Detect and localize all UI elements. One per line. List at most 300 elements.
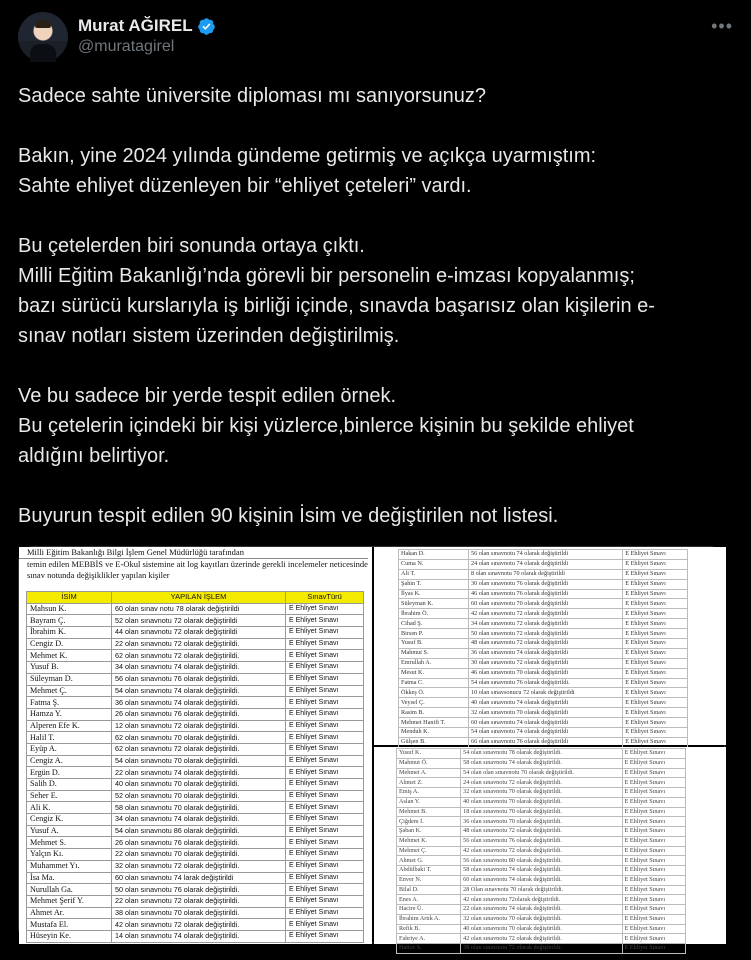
exam-type-cell: E Ehliyet Sınavı — [286, 755, 364, 767]
post-text-line: Sahte ehliyet düzenleyen bir “ehliyet çeteleri” vardı. — [18, 175, 472, 197]
table-row — [399, 559, 688, 569]
change-cell: 48 olan sınavnotu 72 olarak değiştirildi — [468, 639, 622, 649]
name-cell: İbrahim Artık A. — [397, 914, 461, 924]
name-cell: Şaban K. — [397, 827, 461, 837]
user-info — [78, 16, 216, 56]
change-cell: 38 olan sınavnotu 70 olarak değiştirildi. — [112, 907, 286, 919]
table-row — [399, 718, 688, 728]
post-text-line: bazı sürücü kurslarıyla iş birliği içinde, sınavda başarısız olan kişilerin e- — [18, 295, 655, 317]
document-header — [19, 547, 368, 581]
media-image-bottom-right[interactable] — [374, 747, 726, 952]
change-cell: 42 olan sınavnotu 72 olarak değiştirildi. — [461, 934, 622, 944]
document-header-line: Milli Eğitim Bakanlığı Bilgi İşlem Genel Müdürlüğü tarafından — [27, 547, 244, 557]
exam-type-cell: E Ehliyet Sınavı — [622, 758, 685, 768]
name-cell: Ahmet Ar. — [27, 907, 112, 919]
table-row — [397, 827, 686, 837]
exam-type-cell: E Ehliyet Sınavı — [622, 749, 685, 759]
change-cell: 8 olan sınavnotu 70 olarak değiştirildi — [468, 569, 622, 579]
name-cell: Veysel Ç. — [399, 698, 469, 708]
table-row — [27, 673, 364, 685]
name-cell: Enes A. — [397, 895, 461, 905]
name-cell: Hamza Y. — [27, 708, 112, 720]
exam-type-cell: E Ehliyet Sınavı — [286, 638, 364, 650]
exam-type-cell: E Ehliyet Sınavı — [623, 619, 688, 629]
table-row — [27, 930, 364, 942]
table-row — [397, 836, 686, 846]
exam-type-cell: E Ehliyet Sınavı — [622, 885, 685, 895]
table-row — [399, 648, 688, 658]
exam-type-cell: E Ehliyet Sınavı — [286, 790, 364, 802]
name-cell: Hatice S. — [397, 944, 461, 954]
table-row — [27, 884, 364, 896]
change-cell: 28 Olan sınavnotu 70 olarak değiştirildi. — [461, 885, 622, 895]
exam-type-cell: E Ehliyet Sınavı — [623, 550, 688, 560]
table-row — [397, 895, 686, 905]
post-text-line: Sadece sahte üniversite diploması mı sanıyorsunuz? — [18, 85, 487, 107]
table-row — [27, 872, 364, 884]
more-options-icon[interactable]: ••• — [711, 16, 733, 36]
left-score-table — [26, 591, 364, 943]
table-row — [27, 638, 364, 650]
exam-type-cell: E Ehliyet Sınavı — [286, 615, 364, 627]
exam-type-cell: E Ehliyet Sınavı — [286, 685, 364, 697]
exam-type-cell: E Ehliyet Sınavı — [622, 836, 685, 846]
exam-type-cell: E Ehliyet Sınavı — [286, 627, 364, 639]
table-row — [27, 860, 364, 872]
change-cell: 32 olan sınavnotu 72 olarak değiştirildi. — [112, 860, 286, 872]
change-cell: 60 olan sınav notu 78 olarak değiştirildi — [112, 603, 286, 615]
exam-type-cell: E Ehliyet Sınavı — [623, 728, 688, 738]
exam-type-cell: E Ehliyet Sınavı — [286, 872, 364, 884]
change-cell: 58 olan sınavnotu 70 olarak değiştirildi. — [112, 802, 286, 814]
name-cell: Yusuf K. — [397, 749, 461, 759]
table-row — [397, 866, 686, 876]
exam-type-cell: E Ehliyet Sınavı — [622, 817, 685, 827]
exam-type-cell: E Ehliyet Sınavı — [286, 907, 364, 919]
name-cell: Seher E. — [27, 790, 112, 802]
change-cell: 62 olan sınavnotu 72 olarak değiştirildi. — [112, 650, 286, 662]
name-cell: İbrahim K. — [27, 627, 112, 639]
name-cell: Çiğdem İ. — [397, 817, 461, 827]
change-cell: 56 olan sınavnotu 74 olarak değiştirildi — [468, 550, 622, 560]
name-cell: Mustafa El. — [27, 919, 112, 931]
name-cell: Mahmut Ö. — [397, 758, 461, 768]
post-text-line: Bakın, yine 2024 yılında gündeme getirmiş ve açıkça uyarmıştım: — [18, 145, 597, 167]
change-cell: 50 olan sınavnotu 72 olarak değiştirildi — [468, 629, 622, 639]
exam-type-cell: E Ehliyet Sınavı — [622, 768, 685, 778]
name-row — [78, 16, 216, 36]
post-text-line: aldığını belirtiyor. — [18, 445, 170, 467]
table-row — [27, 720, 364, 732]
exam-type-cell: E Ehliyet Sınavı — [623, 579, 688, 589]
name-cell: Birsen P. — [399, 629, 469, 639]
table-row — [27, 685, 364, 697]
exam-type-cell: E Ehliyet Sınavı — [623, 559, 688, 569]
exam-type-cell: E Ehliyet Sınavı — [286, 673, 364, 685]
display-name[interactable]: Murat AĞIREL — [78, 16, 193, 35]
bottom-right-score-table — [396, 748, 686, 954]
paragraph-gap — [18, 471, 723, 501]
table-row — [399, 708, 688, 718]
change-cell: 36 olan sınavnotu 74 olarak değiştirildi — [468, 648, 622, 658]
exam-type-cell: E Ehliyet Sınavı — [623, 569, 688, 579]
change-cell: 32 olan sınavnotu 70 olarak değiştirildi — [468, 708, 622, 718]
exam-type-cell: E Ehliyet Sınavı — [623, 668, 688, 678]
exam-type-cell: E Ehliyet Sınavı — [286, 697, 364, 709]
name-cell: Ali T. — [399, 569, 469, 579]
exam-type-cell: E Ehliyet Sınavı — [286, 767, 364, 779]
change-cell: 54 olan sınavnotu 74 olarak değiştirildi. — [112, 685, 286, 697]
exam-type-cell: E Ehliyet Sınavı — [622, 797, 685, 807]
change-cell: 30 olan sınavnotu 72 olarak değiştirildi — [468, 658, 622, 668]
paragraph-gap — [18, 351, 723, 381]
change-cell: 40 olan sınavnotu 70 olarak değiştirildi. — [461, 924, 622, 934]
name-cell: Mehmet Şerif Y. — [27, 895, 112, 907]
change-cell: 66 olan sınavnotu 76 olarak değiştirildi — [468, 737, 622, 747]
name-cell: Yalçın Kı. — [27, 849, 112, 861]
table-row — [27, 919, 364, 931]
name-cell: Bayram Ç. — [27, 615, 112, 627]
exam-type-cell: E Ehliyet Sınavı — [623, 678, 688, 688]
table-row — [399, 688, 688, 698]
name-cell: Yusuf B. — [27, 662, 112, 674]
paragraph-gap — [18, 201, 723, 231]
change-cell: 36 olan sınavnotu 70 olarak değiştirildi. — [461, 817, 622, 827]
name-cell: Menduh K. — [399, 728, 469, 738]
post-text-line: Milli Eğitim Bakanlığı’nda görevli bir personelin e-imzası kopyalanmış; — [18, 265, 635, 287]
table-row — [399, 589, 688, 599]
table-row — [27, 779, 364, 791]
user-handle[interactable]: @muratagirel — [78, 38, 175, 55]
exam-type-cell: E Ehliyet Sınavı — [623, 589, 688, 599]
change-cell: 32 olan sınavnotu 70 olarak değiştirildi. — [461, 914, 622, 924]
name-cell: Refik B. — [397, 924, 461, 934]
exam-type-cell: E Ehliyet Sınavı — [622, 924, 685, 934]
table-row — [27, 662, 364, 674]
exam-type-cell: E Ehliyet Sınavı — [286, 732, 364, 744]
exam-type-cell: E Ehliyet Sınavı — [622, 934, 685, 944]
change-cell: 22 olan sınavnotu 72 olarak değiştirildi. — [112, 895, 286, 907]
name-cell: Fatma C. — [399, 678, 469, 688]
name-cell: Hakan D. — [399, 550, 469, 560]
exam-type-cell: E Ehliyet Sınavı — [623, 609, 688, 619]
name-cell: Hüseyin Ke. — [27, 930, 112, 942]
table-row — [27, 650, 364, 662]
post-text — [18, 81, 723, 531]
table-row — [397, 905, 686, 915]
change-cell: 46 olan sınavnotu 70 olarak değiştirildi — [468, 668, 622, 678]
exam-type-cell: E Ehliyet Sınavı — [286, 802, 364, 814]
name-cell: Emiş A. — [397, 788, 461, 798]
exam-type-cell: E Ehliyet Sınavı — [623, 698, 688, 708]
change-cell: 18 olan sınavnotu 70 olarak değiştirildi. — [461, 807, 622, 817]
change-cell: 26 olan sınavnotu 76 olarak değiştirildi. — [112, 837, 286, 849]
exam-type-cell: E Ehliyet Sınavı — [286, 919, 364, 931]
exam-type-cell: E Ehliyet Sınavı — [623, 658, 688, 668]
media-image-top-right[interactable] — [374, 547, 726, 745]
change-cell: 22 olan sınavnotu 70 olarak değiştirildi. — [112, 849, 286, 861]
table-row — [27, 627, 364, 639]
table-row — [397, 914, 686, 924]
post-text-line: Ve bu sadece bir yerde tespit edilen örnek. — [18, 385, 397, 407]
change-cell: 54 olan sınavnotu 86 olarak değiştirildi. — [112, 825, 286, 837]
table-row — [397, 758, 686, 768]
table-row — [27, 849, 364, 861]
exam-type-cell: E Ehliyet Sınavı — [623, 629, 688, 639]
table-row — [399, 619, 688, 629]
exam-type-cell: E Ehliyet Sınavı — [623, 639, 688, 649]
change-cell: 56 olan sınavnotu 80 olarak değiştirildi. — [461, 856, 622, 866]
exam-type-cell: E Ehliyet Sınavı — [286, 650, 364, 662]
change-cell: 34 olan sınavnotu 72 olarak değiştirildi — [468, 619, 622, 629]
name-cell: Eyüp A. — [27, 743, 112, 755]
table-header-row — [27, 592, 364, 604]
name-cell: Mehmet Hanifi T. — [399, 718, 469, 728]
name-cell: Enver N. — [397, 875, 461, 885]
document-header-line: temin edilen MEBBİS ve E-Okul sistemine ait log kayıtları üzerinde gerekli incelemeler neticesinde — [19, 558, 368, 570]
change-cell: 48 olan sınavnotu 72 olarak değiştirildi. — [461, 827, 622, 837]
name-cell: Şahin T. — [399, 579, 469, 589]
change-cell: 22 olan sınavnotu 74 olarak değiştirildi. — [112, 767, 286, 779]
name-cell: Ergün D. — [27, 767, 112, 779]
name-cell: Mehmet B. — [397, 807, 461, 817]
exam-type-cell: E Ehliyet Sınavı — [623, 708, 688, 718]
exam-type-cell: E Ehliyet Sınavı — [286, 849, 364, 861]
name-cell: Mehmet Ç. — [27, 685, 112, 697]
table-row — [27, 802, 364, 814]
exam-type-cell: E Ehliyet Sınavı — [286, 825, 364, 837]
name-cell: Fatma Ş. — [27, 697, 112, 709]
paragraph-gap — [18, 111, 723, 141]
exam-type-cell: E Ehliyet Sınavı — [622, 856, 685, 866]
post-text-line: Buyurun tespit edilen 90 kişinin İsim ve değiştirilen not listesi. — [18, 505, 559, 527]
exam-type-cell: E Ehliyet Sınavı — [623, 718, 688, 728]
exam-type-cell: E Ehliyet Sınavı — [622, 914, 685, 924]
change-cell: 50 olan sınavnotu 76 olarak değiştirildi. — [112, 884, 286, 896]
change-cell: 52 olan sınavnotu 72 olarak değiştirildi — [112, 615, 286, 627]
table-row — [399, 728, 688, 738]
exam-type-cell: E Ehliyet Sınavı — [622, 905, 685, 915]
name-cell: Emrullah A. — [399, 658, 469, 668]
table-row — [27, 837, 364, 849]
name-cell: Yusuf B. — [399, 639, 469, 649]
post-text-line: sınav notları sistem üzerinden değiştirilmiş. — [18, 325, 400, 347]
name-cell: Aslan Y. — [397, 797, 461, 807]
name-cell: Cengiz D. — [27, 638, 112, 650]
name-cell: Ahmet Z. — [397, 778, 461, 788]
table-row — [397, 944, 686, 954]
name-cell: Abdülbaki T. — [397, 866, 461, 876]
table-row — [399, 678, 688, 688]
name-cell: Fahriye A. — [397, 934, 461, 944]
change-cell: 60 olan sınavnotu 74 larak değiştirildi — [112, 872, 286, 884]
change-cell: 54 olan sınavnotu 78 olarak değiştirildi. — [461, 749, 622, 759]
change-cell: 34 olan sınavnotu 74 olarak değiştirildi. — [112, 814, 286, 826]
exam-type-cell: E Ehliyet Sınavı — [286, 743, 364, 755]
table-row — [27, 732, 364, 744]
change-cell: 56 olan sınavnotu 76 olarak değiştirildi. — [112, 673, 286, 685]
table-row — [27, 755, 364, 767]
name-cell: Ahmet G. — [397, 856, 461, 866]
exam-type-cell: E Ehliyet Sınavı — [286, 603, 364, 615]
table-row — [399, 609, 688, 619]
name-cell: Salih D. — [27, 779, 112, 791]
exam-type-cell: E Ehliyet Sınavı — [623, 599, 688, 609]
exam-type-cell: E Ehliyet Sınavı — [623, 648, 688, 658]
name-cell: Süleyman K. — [399, 599, 469, 609]
name-cell: Cihad Ş. — [399, 619, 469, 629]
verified-badge-icon — [197, 17, 216, 36]
table-row — [27, 767, 364, 779]
change-cell: 10 olan sınavsonucu 72 olarak değiştirildi — [468, 688, 622, 698]
exam-type-cell: E Ehliyet Sınavı — [623, 688, 688, 698]
name-cell: Cengiz A. — [27, 755, 112, 767]
change-cell: 62 olan sınavnotu 72 olarak değiştirildi. — [112, 743, 286, 755]
post-header — [18, 12, 733, 64]
change-cell: 54 olan sınavnotu 70 olarak değiştirildi. — [112, 755, 286, 767]
table-row — [27, 708, 364, 720]
exam-type-cell: E Ehliyet Sınavı — [286, 662, 364, 674]
exam-type-cell: E Ehliyet Sınavı — [286, 895, 364, 907]
table-row — [399, 639, 688, 649]
table-row — [27, 895, 364, 907]
table-row — [397, 749, 686, 759]
table-row — [27, 603, 364, 615]
change-cell: 40 olan sınavnotu 70 olarak değiştirildi. — [112, 779, 286, 791]
exam-type-cell: E Ehliyet Sınavı — [622, 866, 685, 876]
name-cell: Hacire Ü. — [397, 905, 461, 915]
change-cell: 52 olan sınavnotu 70 olarak değiştirildi. — [112, 790, 286, 802]
post-text-line: Bu çetelerden biri sonunda ortaya çıktı. — [18, 235, 365, 257]
exam-type-cell: E Ehliyet Sınavı — [622, 827, 685, 837]
table-row — [397, 807, 686, 817]
table-row — [397, 768, 686, 778]
name-cell: Süleyman D. — [27, 673, 112, 685]
change-cell: 26 olan sınavnotu 76 olarak değiştirildi. — [112, 708, 286, 720]
exam-type-cell: E Ehliyet Sınavı — [286, 930, 364, 942]
exam-type-cell: E Ehliyet Sınavı — [622, 875, 685, 885]
exam-type-cell: E Ehliyet Sınavı — [286, 814, 364, 826]
name-cell: Mahsun K. — [27, 603, 112, 615]
name-cell: Mehmet S. — [27, 837, 112, 849]
table-row — [27, 615, 364, 627]
name-cell: Muhammet Yı. — [27, 860, 112, 872]
name-cell: Cuma N. — [399, 559, 469, 569]
table-row — [27, 697, 364, 709]
name-cell: Ali K. — [27, 802, 112, 814]
exam-type-cell: E Ehliyet Sınavı — [286, 720, 364, 732]
table-row — [399, 658, 688, 668]
table-row — [397, 924, 686, 934]
exam-type-cell: E Ehliyet Sınavı — [286, 779, 364, 791]
name-cell: Yusuf A. — [27, 825, 112, 837]
change-cell: 22 olan sınavnotu 72 olarak değiştirildi. — [112, 638, 286, 650]
column-header: SınavTürü — [286, 592, 364, 604]
table-row — [397, 934, 686, 944]
change-cell: 60 olan sınavnotu 74 olarak değiştirildi. — [461, 875, 622, 885]
top-right-score-table — [398, 549, 688, 748]
change-cell: 24 olan sınavnotu 72 olarak değiştirildi. — [461, 778, 622, 788]
table-row — [399, 668, 688, 678]
change-cell: 42 olan sınavnotu 72 olarak değiştirildi. — [112, 919, 286, 931]
change-cell: 62 olan sınavnotu 70 olarak değiştirildi. — [112, 732, 286, 744]
column-header: YAPILAN İŞLEM — [112, 592, 286, 604]
exam-type-cell: E Ehliyet Sınavı — [286, 708, 364, 720]
name-cell: Mehmet K. — [27, 650, 112, 662]
table-row — [397, 778, 686, 788]
change-cell: 58 olan sınavnotu 74 olarak değiştirildi. — [461, 758, 622, 768]
change-cell: 42 olan sınavnotu 72olarak değiştirildi. — [461, 895, 622, 905]
table-row — [397, 846, 686, 856]
change-cell: 42 olan sınavnotu 72 olarak değiştirildi. — [461, 846, 622, 856]
exam-type-cell: E Ehliyet Sınavı — [623, 737, 688, 747]
post-media[interactable] — [18, 546, 725, 952]
table-row — [397, 788, 686, 798]
name-cell: İlyas K. — [399, 589, 469, 599]
table-row — [27, 743, 364, 755]
exam-type-cell: E Ehliyet Sınavı — [286, 884, 364, 896]
table-row — [399, 737, 688, 747]
exam-type-cell: E Ehliyet Sınavı — [622, 788, 685, 798]
table-row — [397, 875, 686, 885]
name-cell: Mehmet Ç. — [397, 846, 461, 856]
change-cell: 54 olan sınavnotu 76 olarak değiştirildi. — [468, 678, 622, 688]
table-row — [399, 599, 688, 609]
exam-type-cell: E Ehliyet Sınavı — [622, 895, 685, 905]
table-row — [399, 579, 688, 589]
table-row — [399, 698, 688, 708]
change-cell: 44 olan sınavnotu 72 olarak değiştirildi — [112, 627, 286, 639]
table-row — [27, 790, 364, 802]
name-cell: Gülşen B. — [399, 737, 469, 747]
name-cell: Rasim B. — [399, 708, 469, 718]
change-cell: 22 olan sınavnotu 74 olarak değiştirildi. — [461, 905, 622, 915]
table-row — [397, 797, 686, 807]
table-row — [399, 550, 688, 560]
column-header: İSİM — [27, 592, 112, 604]
name-cell: İsa Ma. — [27, 872, 112, 884]
table-row — [397, 817, 686, 827]
change-cell: 56 olan sınavnotu 76 olarak değiştirildi. — [461, 836, 622, 846]
change-cell: 54 olan sınavnotu 74 olarak değiştirildi — [468, 728, 622, 738]
name-cell: Mehmet A. — [397, 768, 461, 778]
change-cell: 32 olan sınavnotu 70 olarak değiştirildi. — [461, 788, 622, 798]
name-cell: Nurullah Ga. — [27, 884, 112, 896]
exam-type-cell: E Ehliyet Sınavı — [622, 944, 685, 954]
name-cell: Bilal D. — [397, 885, 461, 895]
change-cell: 58 olan sınavnotu 74 olarak değiştirildi. — [461, 866, 622, 876]
table-row — [27, 907, 364, 919]
exam-type-cell: E Ehliyet Sınavı — [286, 837, 364, 849]
name-cell: İbrahim Ö. — [399, 609, 469, 619]
table-row — [397, 885, 686, 895]
change-cell: 54 olan olan sınavnotu 70 olarak değiştirildi. — [461, 768, 622, 778]
name-cell: Mesut K. — [399, 668, 469, 678]
exam-type-cell: E Ehliyet Sınavı — [622, 778, 685, 788]
change-cell: 60 olan sınavnotu 70 olarak değiştirildi — [468, 599, 622, 609]
table-row — [27, 814, 364, 826]
avatar[interactable] — [18, 12, 68, 62]
media-image-left[interactable] — [19, 547, 372, 944]
exam-type-cell: E Ehliyet Sınavı — [286, 860, 364, 872]
table-row — [399, 569, 688, 579]
name-cell: Halil T. — [27, 732, 112, 744]
document-header-line: sınav notunda değişiklikler yapılan kişiler — [27, 570, 170, 580]
exam-type-cell: E Ehliyet Sınavı — [622, 846, 685, 856]
change-cell: 38 olan sınavnotu 72 olarak değiştirildi. — [461, 944, 622, 954]
change-cell: 24 olan sınavnotu 74 olarak değiştirildi — [468, 559, 622, 569]
table-row — [27, 825, 364, 837]
